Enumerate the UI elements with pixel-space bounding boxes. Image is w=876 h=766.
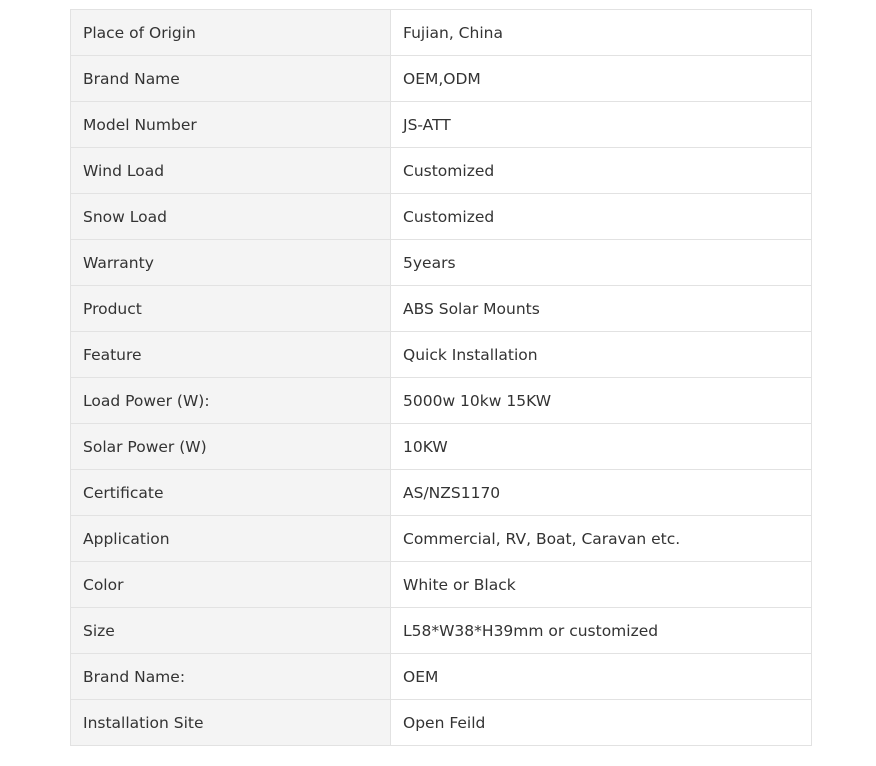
spec-value: White or Black [391,562,812,608]
spec-value: Customized [391,148,812,194]
spec-label: Model Number [71,102,391,148]
spec-label: Brand Name: [71,654,391,700]
spec-row-feature [71,332,812,378]
spec-row-application [71,516,812,562]
spec-label: Brand Name [71,56,391,102]
spec-value: OEM,ODM [391,56,812,102]
spec-row-color [71,562,812,608]
spec-row-load-power [71,378,812,424]
spec-value: ABS Solar Mounts [391,286,812,332]
spec-value: JS-ATT [391,102,812,148]
spec-row-warranty [71,240,812,286]
spec-value: L58*W38*H39mm or customized [391,608,812,654]
spec-row-certificate [71,470,812,516]
spec-label: Warranty [71,240,391,286]
spec-label: Certificate [71,470,391,516]
spec-value: Commercial, RV, Boat, Caravan etc. [391,516,812,562]
spec-value: Fujian, China [391,10,812,56]
spec-label: Size [71,608,391,654]
spec-row-wind-load [71,148,812,194]
spec-label: Snow Load [71,194,391,240]
spec-row-product [71,286,812,332]
spec-label: Product [71,286,391,332]
spec-label: Place of Origin [71,10,391,56]
spec-row-installation-site [71,700,812,746]
spec-value: OEM [391,654,812,700]
spec-row-brand-name-2 [71,654,812,700]
spec-value: Quick Installation [391,332,812,378]
spec-label: Load Power (W): [71,378,391,424]
spec-value: Open Feild [391,700,812,746]
spec-row-place-of-origin [71,10,812,56]
spec-label: Wind Load [71,148,391,194]
spec-row-brand-name [71,56,812,102]
spec-row-snow-load [71,194,812,240]
spec-row-size [71,608,812,654]
spec-value: 5000w 10kw 15KW [391,378,812,424]
spec-value: Customized [391,194,812,240]
spec-value: 10KW [391,424,812,470]
spec-label: Application [71,516,391,562]
spec-label: Solar Power (W) [71,424,391,470]
spec-row-model-number [71,102,812,148]
spec-label: Color [71,562,391,608]
spec-value: 5years [391,240,812,286]
spec-label: Installation Site [71,700,391,746]
spec-value: AS/NZS1170 [391,470,812,516]
spec-label: Feature [71,332,391,378]
spec-row-solar-power [71,424,812,470]
product-spec-table [70,9,812,746]
